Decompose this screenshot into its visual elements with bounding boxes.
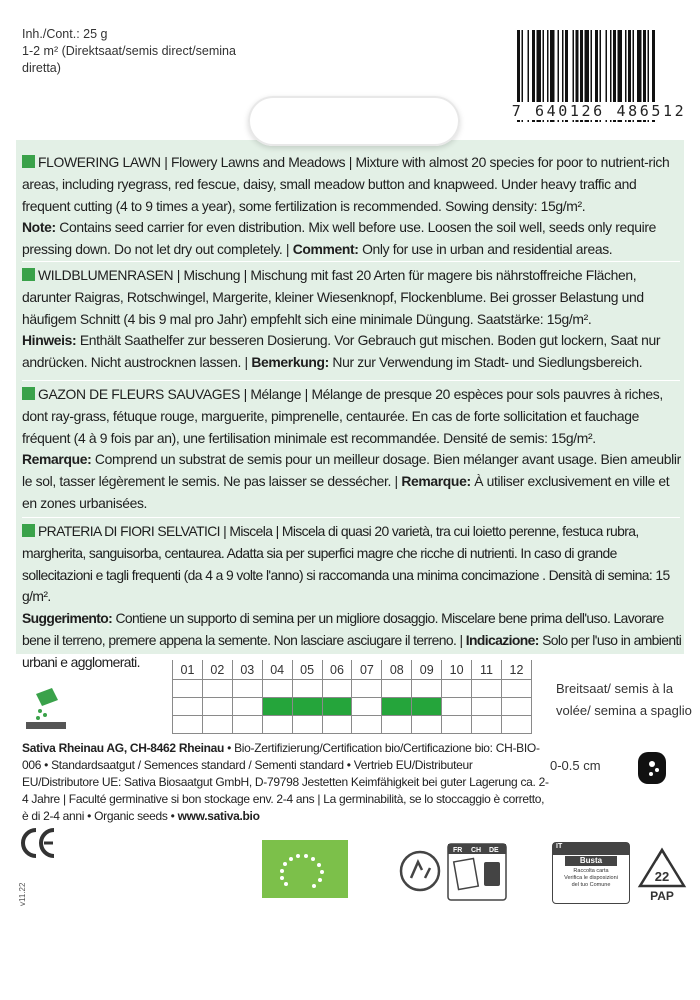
section-title: GAZON DE FLEURS SAUVAGES: [38, 386, 241, 402]
busta-recycling-label: [552, 842, 630, 904]
note-text: Enthält Saathelfer zur besseren Dosierung. Vor Gebrauch gut mischen. Boden gut lockern, Saat nur andrücken. Nicht austrocknen lassen. |: [22, 332, 661, 371]
calendar-cell: [262, 680, 292, 698]
calendar-cell: [501, 698, 531, 716]
section-title: WILDBLUMENRASEN: [38, 267, 174, 283]
comment-label: Indicazione:: [465, 631, 539, 648]
sowing-method: Breitsaat/ semis à la volée/ semina a spaglio: [556, 681, 692, 718]
green-square-icon: [22, 387, 35, 400]
calendar-cell: [232, 716, 262, 734]
calendar-cell: [292, 698, 322, 716]
calendar-cell: [412, 680, 442, 698]
hanger-hole: [248, 96, 460, 146]
calendar-cell: [382, 716, 412, 734]
calendar-cell: [322, 680, 352, 698]
note-text: Contains seed carrier for even distribution. Mix well before use. Loosen the soil well, seeds only require pressing down. Do not let dry out completely. |: [22, 219, 657, 258]
calendar-cell: [173, 698, 203, 716]
recycling-icons: [398, 840, 548, 902]
month-label: 12: [501, 660, 531, 680]
section-title: PRATERIA DI FIORI SELVATICI: [38, 523, 220, 539]
comment-label: Remarque:: [401, 473, 471, 490]
sowing-calendar: [172, 660, 532, 730]
calendar-cell: [173, 680, 203, 698]
seed-depth-icon: [638, 752, 666, 784]
website-link[interactable]: www.sativa.bio: [177, 809, 260, 823]
calendar-cell: [442, 698, 472, 716]
section-german: [22, 265, 682, 374]
calendar-cell: [262, 698, 292, 716]
svg-text:22: 22: [654, 869, 670, 884]
version-label: v11.22: [18, 882, 27, 906]
calendar-cell: [202, 680, 232, 698]
section-english: [22, 152, 682, 261]
month-label: 06: [322, 660, 352, 680]
section-text: | Miscela | Miscela di quasi 20 varietà, tra cui loietto perenne, festuca rubra, margherita, sanguisorba, centaurea. Adatta sia per superfici magre che ricche di nutrienti. In caso di grande sollecitazioni e tagli frequenti (da 4 a 9 volte l'anno) si raccomanda una minima concimazione . Densità di semina: 15 g/m².: [22, 523, 670, 605]
month-label: 05: [292, 660, 322, 680]
note-label: Hinweis:: [22, 332, 77, 349]
busta-sub-3: del tuo Comune: [571, 882, 611, 888]
comment-text: Solo per l'uso in ambienti urbani e agglomerati.: [22, 631, 682, 670]
note-text: Comprend un substrat de semis pour un meilleur dosage. Bien mélanger avant usage. Bien ameublir le sol, tasser légèrement le semis. Ne pas laisser se dessécher. |: [22, 451, 681, 490]
calendar-cell: [382, 680, 412, 698]
calendar-cell: [292, 680, 322, 698]
busta-title: Busta: [565, 856, 617, 866]
month-label: 11: [472, 660, 502, 680]
calendar-cell: [412, 716, 442, 734]
calendar-cell: [442, 716, 472, 734]
certification-text: • Bio-Zertifizierung/Certification bio/Certificazione bio: CH-BIO-006 • Standardsaatgut / Semences standard / Sementi standard • Vertrieb EU/Distributeur EU/Distributore UE: Sativa Biosaatgut GmbH, D-79798 Jestetten Keimfähigkeit bei guter Lagerung ca. 2-4 Jahre | Faculté germinative si bon stockage env. 2-4 ans | La germinabilità, se lo stoccaggio è corretto, è di 2-4 anni • Organic seeds •: [22, 741, 549, 823]
sowing-depth: 0-0.5 cm: [550, 758, 601, 773]
section-title: FLOWERING LAWN: [38, 154, 161, 170]
calendar-cell: [382, 698, 412, 716]
comment-label: Bemerkung:: [251, 354, 329, 371]
calendar-cell: [472, 680, 502, 698]
calendar-cell: [352, 698, 382, 716]
section-divider: [22, 517, 680, 518]
barcode-number: 7 640126 486512: [504, 102, 694, 120]
calendar-cell: [472, 716, 502, 734]
section-italian: [22, 521, 682, 674]
calendar-cell: [322, 716, 352, 734]
calendar-cell: [262, 716, 292, 734]
comment-text: Only for use in urban and residential areas.: [358, 241, 613, 258]
month-label: 02: [202, 660, 232, 680]
calendar-cell: [202, 698, 232, 716]
comment-label: Comment:: [292, 241, 359, 258]
svg-text:FR: FR: [453, 847, 463, 854]
month-label: 07: [352, 660, 382, 680]
busta-country: IT: [553, 843, 629, 855]
company-name: Sativa Rheinau AG, CH-8462 Rheinau: [22, 741, 225, 755]
section-text: | Flowery Lawns and Meadows | Mixture with almost 20 species for poor to nutrient-rich areas, including ryegrass, red fescue, daisy, small meadow button and knapweed. Under heavy traffic and frequent cutting (4 to 9 times a year), some fertilization is recommended. Sowing density: 15g/m².: [22, 154, 670, 214]
note-label: Suggerimento:: [22, 610, 113, 627]
month-label: 03: [232, 660, 262, 680]
calendar-cell: [202, 716, 232, 734]
contents-info: [22, 26, 242, 77]
busta-sub-2: Verifica le disposizioni: [564, 875, 618, 881]
green-square-icon: [22, 268, 35, 281]
eu-organic-logo-icon: [262, 840, 348, 898]
calendar-cell: [501, 680, 531, 698]
month-label: 10: [442, 660, 472, 680]
calendar-cell: [232, 680, 262, 698]
contents-line-2: 1-2 m² (Direktsaat/semis direct/semina: [22, 44, 236, 58]
note-text: Contiene un supporto di semina per un migliore dosaggio. Miscelare bene prima dell'uso. Lavorare bene il terreno, premere appena la semente. Non lasciare asciugare il terreno. |: [22, 610, 664, 648]
calendar-cell: [292, 716, 322, 734]
section-french: [22, 384, 682, 515]
footer-text: [22, 740, 550, 825]
svg-text:DE: DE: [489, 847, 499, 854]
svg-text:CH: CH: [471, 847, 482, 854]
calendar-cell: [472, 698, 502, 716]
section-divider: [22, 261, 680, 262]
contents-line-1: Inh./Cont.: 25 g: [22, 27, 108, 41]
pap-recycling-icon: [634, 846, 690, 904]
section-divider: [22, 380, 680, 381]
calendar-cell: [232, 698, 262, 716]
month-label: 08: [382, 660, 412, 680]
ce-mark-icon: [20, 826, 56, 860]
month-label: 09: [412, 660, 442, 680]
busta-sub-1: Raccolta carta: [573, 868, 609, 874]
calendar-cell: [352, 716, 382, 734]
contents-line-3: diretta): [22, 61, 61, 75]
calendar-cell: [322, 698, 352, 716]
svg-text:PAP: PAP: [650, 889, 674, 903]
section-text: | Mélange | Mélange de presque 20 espèces pour sols pauvres à riches, dont ray-grass, fétuque rouge, marguerite, pimprenelle, centaurée. En cas de forte sollicitation et fauchage fréquent (4 à 9 fois par an), une fertilisation minimale est recommandée. Densité de semis: 15g/m².: [22, 386, 663, 446]
calendar-cell: [352, 680, 382, 698]
calendar-cell: [173, 716, 203, 734]
calendar-cell: [501, 716, 531, 734]
sowing-icon: [22, 686, 68, 730]
month-label: 04: [262, 660, 292, 680]
month-label: 01: [173, 660, 203, 680]
green-square-icon: [22, 524, 35, 537]
calendar-cell: [442, 680, 472, 698]
green-square-icon: [22, 155, 35, 168]
note-label: Note:: [22, 219, 56, 236]
comment-text: À utiliser exclusivement en ville et en zones urbanisées.: [22, 473, 670, 511]
section-text: | Mischung | Mischung mit fast 20 Arten für magere bis nährstoffreiche Flächen, darunter Raigras, Rotschwingel, Margerite, kleiner Wiesenknopf, Flockenblume. Bei grosser Belastung und häufigem Schnitt (4 bis 9 mal pro Jahr) empfehlt sich eine minimale Düngung. Saatstärke: 15g/m².: [22, 267, 644, 327]
comment-text: Nur zur Verwendung im Stadt- und Siedlungsbereich.: [328, 354, 643, 371]
calendar-cell: [412, 698, 442, 716]
note-label: Remarque:: [22, 451, 92, 468]
